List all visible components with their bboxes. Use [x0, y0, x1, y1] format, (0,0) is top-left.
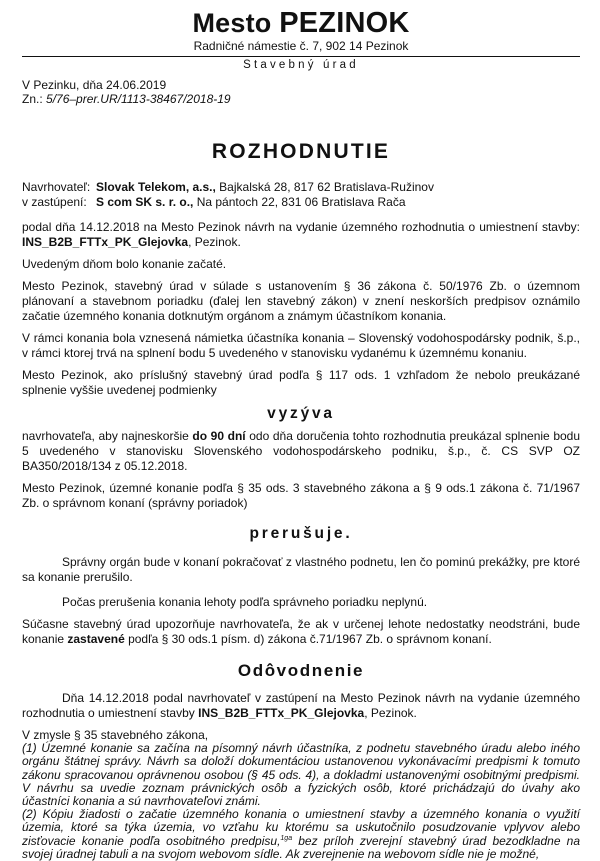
- reasoning-heading: Odôvodnenie: [237, 661, 365, 680]
- law-intro: V zmysle § 35 stavebného zákona,: [22, 728, 209, 742]
- text-run: podľa § 30 ods.1 písm. d) zákona č.71/1967 Zb. o správnom konaní.: [124, 632, 492, 646]
- header-divider: [22, 56, 580, 57]
- text-run: Súčasne stavebný úrad upozorňuje navrhovateľa, že ak v určenej lehote nedostatky neodstráni, bude konanie: [22, 617, 580, 646]
- prerusuje-paragraph-2: Počas prerušenia konania lehoty podľa správneho poriadku neplynú.: [62, 595, 428, 609]
- applicant-label: Navrhovateľ:: [22, 180, 91, 194]
- representative-label: v zastúpení:: [22, 195, 87, 209]
- text-run: , Pezinok.: [188, 235, 241, 249]
- text-run: , Pezinok.: [364, 706, 417, 720]
- project-name: INS_B2B_FTTx_PK_Glejovka: [22, 235, 189, 249]
- representative-name: S com SK s. r. o.,: [96, 195, 194, 209]
- prerusuje-heading: prerušuje.: [249, 525, 353, 542]
- municipality-title: [22, 0, 580, 38]
- text-run: Dňa 14.12.2018 podal navrhovateľ v zastúpení na Mesto Pezinok návrh na vydanie územného rozhodnutia o umiestnení stavby: [22, 691, 580, 720]
- project-name: INS_B2B_FTTx_PK_Glejovka: [198, 706, 365, 720]
- town-prefix: Mesto: [192, 8, 272, 38]
- reference-number: [22, 93, 580, 107]
- body-paragraph-3: Mesto Pezinok, stavebný úrad v súlade s ustanovením § 36 zákona č. 50/1976 Zb. o územnom plánovaní a stavebnom poriadku (ďalej len stavebný zákon) v znení neskorších predpisov oznámilo začatie územného konania dotknutým orgánom a známym účastníkom konania.: [22, 279, 580, 323]
- text-run: bez príloh zverejní stavebný úrad bezodkladne na svojej úradnej tabuli a na svojom webovom sídle. Ak zverejnenie na webovom sídle nie je možné,: [22, 833, 581, 861]
- reference-value: 5/76–prer.UR/1113-38467/2018-19: [46, 91, 231, 106]
- text-run: navrhovateľa, aby najneskoršie: [22, 429, 193, 443]
- applicant-name: Slovak Telekom, a.s.,: [96, 180, 216, 194]
- body-paragraph-4: V rámci konania bola vznesená námietka účastníka konania – Slovenský vodohospodársky podnik, š.p., v rámci ktorej trvá na splnení bodu 5 uvedeného v stanovisku vydanému k územnému konaniu.: [22, 331, 580, 360]
- body-paragraph-1: [22, 220, 580, 250]
- dateline: V Pezinku, dňa 24.06.2019: [22, 78, 167, 92]
- representative-address: Na pántoch 22, 831 06 Bratislava Rača: [193, 195, 406, 209]
- reference-label: Zn.:: [22, 91, 43, 106]
- stopped-term: zastavené: [67, 632, 125, 646]
- text-run: (2) Kópiu žiadosti o začatie územného konania o umiestnení stavby a územného konania o využití územia, ktoré sa týka územia, vo vzťahu ku ktorému sa uskutočnilo posudzovanie vplyvov alebo zisťovacie konanie podľa osobitného predpisu,: [22, 807, 580, 848]
- deadline: do 90 dní: [192, 429, 246, 443]
- applicant-row: [22, 180, 580, 195]
- law-paragraph-2: [22, 808, 580, 861]
- law-citation: [22, 729, 580, 861]
- footnote-marker: 1ga: [280, 834, 293, 842]
- applicant-address: Bajkalská 28, 817 62 Bratislava-Ružinov: [215, 180, 434, 194]
- prerusuje-paragraph-3: [22, 617, 580, 647]
- office-name: Stavebný úrad: [243, 59, 359, 71]
- vyzyva-paragraph-1: [22, 429, 580, 474]
- text-run: podal dňa 14.12.2018 na Mesto Pezinok návrh na vydanie územného rozhodnutia o umiestnení stavby:: [22, 220, 580, 234]
- municipality-address: Radničné námestie č. 7, 902 14 Pezinok: [193, 39, 409, 53]
- vyzyva-paragraph-2: Mesto Pezinok, územné konanie podľa § 35 ods. 3 stavebného zákona a § 9 ods.1 zákona č. 71/1967 Zb. o správnom konaní (správny poriadok): [22, 481, 580, 510]
- body-paragraph-5: Mesto Pezinok, ako príslušný stavebný úrad podľa § 117 ods. 1 vzhľadom že nebolo preukázané splnenie vyššie uvedenej podmienky: [22, 368, 580, 397]
- town-name: PEZINOK: [279, 7, 410, 39]
- reasoning-paragraph-1: [22, 691, 580, 721]
- text-run: odo dňa doručenia tohto rozhodnutia preukázal splnenie bodu 5 uvedeného v stanovisku Slovenského vodohospodárskeho podniku, š.p., č. CS SVP OZ BA350/2018/134 z 05.12.2018.: [22, 429, 581, 473]
- decision-title: ROZHODNUTIE: [211, 140, 391, 163]
- vyzyva-heading: vyzýva: [267, 405, 335, 422]
- representative-row: [22, 195, 580, 210]
- parties-block: [22, 180, 580, 210]
- body-paragraph-2: Uvedeným dňom bolo konanie začaté.: [22, 257, 227, 271]
- law-paragraph-1: (1) Územné konanie sa začína na písomný návrh účastníka, z podnetu stavebného úradu alebo iného orgánu štátnej správy. Návrh sa doloží dokumentáciou ustanovenou vykonávacími predpismi k tomuto zákonu spracovanou oprávnenou osobou (§ 45 ods. 4), a dokladmi ustanovenými osobitnými predpismi. V návrhu sa uvedie zoznam právnických osôb a fyzických osôb, ktoré prichádzajú do úvahy ako účastníci konania a sú navrhovateľovi známi.: [22, 741, 580, 809]
- prerusuje-paragraph-1: Správny orgán bude v konaní pokračovať z vlastného podnetu, len čo pominú prekážky, pre ktoré sa konanie prerušilo.: [22, 555, 580, 584]
